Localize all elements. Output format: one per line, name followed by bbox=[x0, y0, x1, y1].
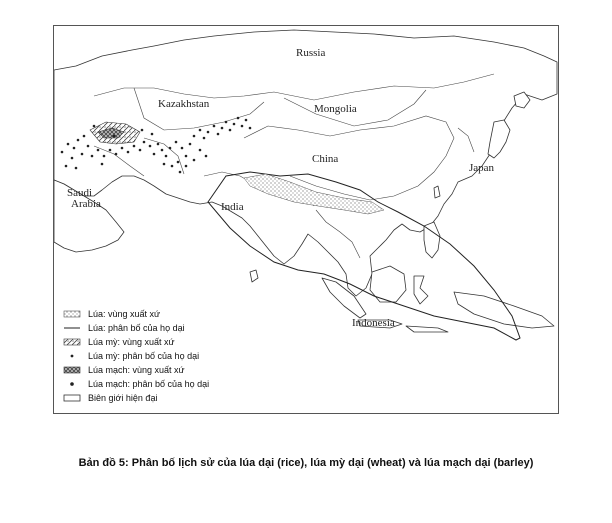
label-indonesia: Indonesia bbox=[352, 317, 395, 329]
legend-barley-wild: Lúa mạch: phân bố của họ dại bbox=[62, 377, 262, 391]
map-caption: Bản đồ 5: Phân bố lịch sử của lúa dại (rice), lúa mỳ dại (wheat) và lúa mạch dại (barley) bbox=[78, 457, 534, 469]
label-japan: Japan bbox=[469, 162, 495, 174]
legend-symbol-wheat-wild bbox=[62, 349, 84, 363]
legend-rice-origin: Lúa: vùng xuất xứ bbox=[62, 307, 262, 321]
label-kazakhstan: Kazakhstan bbox=[158, 98, 210, 110]
legend-wheat-origin: Lúa mỳ: vùng xuất xứ bbox=[62, 335, 262, 349]
legend-symbol-barley-origin bbox=[62, 363, 84, 377]
label-mongolia: Mongolia bbox=[314, 103, 357, 115]
legend-symbol-rice-origin bbox=[62, 307, 84, 321]
label-russia: Russia bbox=[296, 47, 326, 59]
sulawesi-island bbox=[414, 276, 428, 304]
label-saudi: Saudi bbox=[67, 187, 93, 199]
legend-barley-origin: Lúa mạch: vùng xuất xứ bbox=[62, 363, 262, 377]
legend-rice-wild: Lúa: phân bố của họ dại bbox=[62, 321, 262, 335]
legend-symbol-wheat-origin bbox=[62, 335, 84, 349]
sri-lanka-island bbox=[250, 270, 258, 282]
legend-modern-border: Biên giới hiện đại bbox=[62, 391, 262, 405]
legend-wheat-wild: Lúa mỳ: phân bố của họ dại bbox=[62, 349, 262, 363]
label-arabia: Arabia bbox=[71, 198, 101, 210]
label-india: India bbox=[221, 201, 244, 213]
legend-symbol-barley-wild bbox=[62, 377, 84, 391]
map-legend bbox=[62, 307, 262, 405]
legend-symbol-rice-wild bbox=[62, 321, 84, 335]
map-frame bbox=[53, 25, 559, 414]
legend-symbol-modern-border bbox=[62, 391, 84, 405]
lesser-sunda-islands bbox=[406, 326, 448, 332]
label-china: China bbox=[312, 153, 339, 165]
